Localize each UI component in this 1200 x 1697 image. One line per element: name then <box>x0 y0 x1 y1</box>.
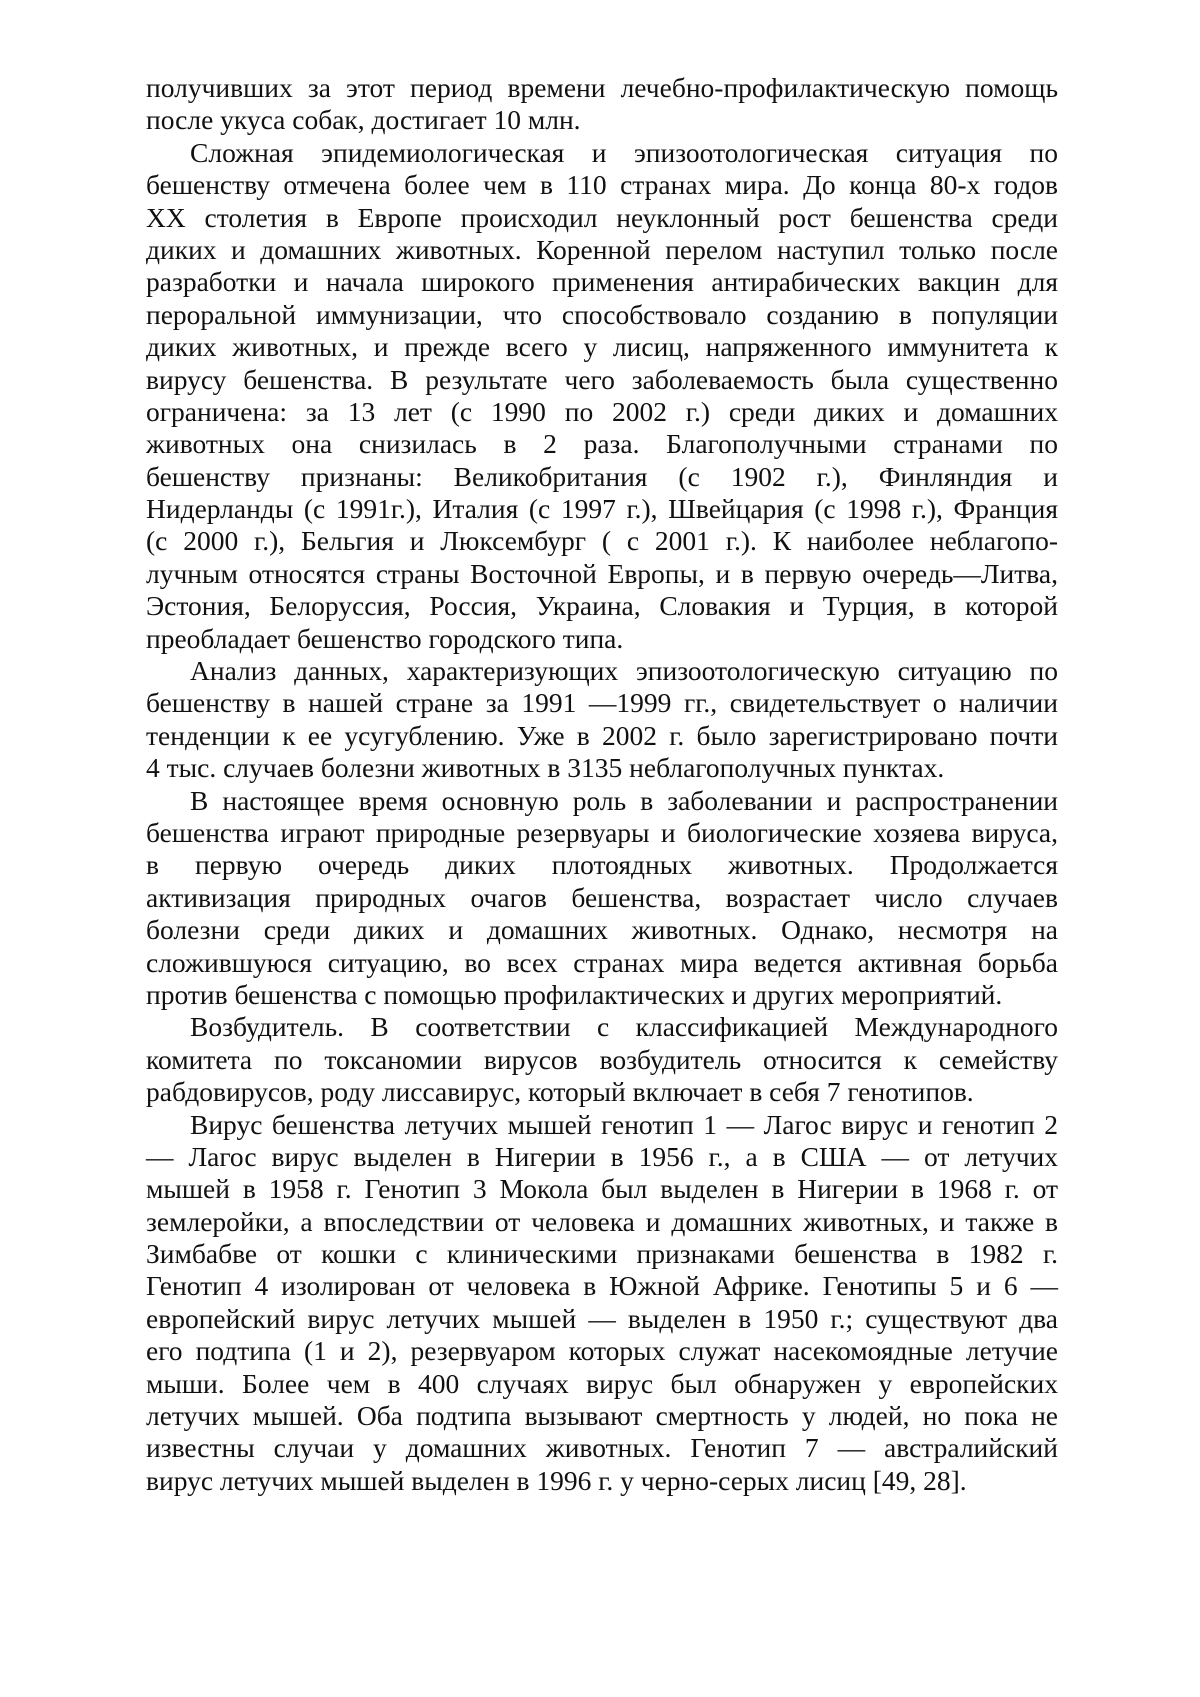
text-line: Анализ данных, характеризующих эпизоотологическую ситуацию по <box>190 655 1058 687</box>
text-line: пероральной иммунизации, что способствовало созданию в популяции <box>146 298 1058 330</box>
text-line: бешенству отмечена более чем в 110 странах мира. До конца 80-х годов <box>146 169 1058 201</box>
text-line: разработки и начала широкого применения антирабических вакцин для <box>146 266 1058 298</box>
text-line: преобладает бешенство городского типа. <box>146 622 624 654</box>
text-line: бешенства играют природные резервуары и биологические хозяева вируса, <box>146 816 1058 848</box>
text-line: мышей в 1958 г. Генотип 3 Мокола был выделен в Нигерии в 1968 г. от <box>146 1173 1058 1205</box>
text-line: ограничена: за 13 лет (с 1990 по 2002 г.) среди диких и домашних <box>146 395 1058 427</box>
text-line: бешенству признаны: Великобритания (с 1902 г.), Финляндия и <box>146 460 1058 492</box>
paragraph <box>146 1011 1058 1108</box>
text-line: бешенству в нашей стране за 1991 —1999 гг., свидетельствует о наличии <box>146 687 1058 719</box>
text-line: диких животных, и прежде всего у лисиц, напряженного иммунитета к <box>146 331 1058 363</box>
document-page <box>146 72 1058 1497</box>
text-line: известны случаи у домашних животных. Генотип 7 — австралийский <box>146 1432 1058 1464</box>
paragraph <box>146 72 1058 137</box>
text-line: животных она снизилась в 2 раза. Благополучными странами по <box>146 428 1058 460</box>
text-line: XX столетия в Европе происходил неуклонный рост бешенства среди <box>146 201 1058 233</box>
text-line: Вирус бешенства летучих мышей генотип 1 — Лагос вирус и генотип 2 <box>190 1108 1058 1140</box>
text-line: комитета по токсаномии вирусов возбудитель относится к семейству <box>146 1043 1058 1075</box>
text-line: — Лагос вирус выделен в Нигерии в 1956 г., а в США — от летучих <box>146 1140 1058 1172</box>
text-line: В настоящее время основную роль в заболевании и распространении <box>190 784 1058 816</box>
text-line: после укуса собак, достигает 10 млн. <box>146 104 581 136</box>
paragraph <box>146 655 1058 785</box>
text-line: 4 тыс. случаев болезни животных в 3135 неблагополучных пунктах. <box>146 752 945 784</box>
text-line: тенденции к ее усугублению. Уже в 2002 г. было зарегистрировано почти <box>146 719 1058 751</box>
text-line: Зимбабве от кошки с клиническими признаками бешенства в 1982 г. <box>146 1238 1058 1270</box>
text-line: болезни среди диких и домашних животных. Однако, несмотря на <box>146 914 1058 946</box>
paragraph <box>146 1109 1058 1498</box>
text-line: в первую очередь диких плотоядных животных. Продолжается <box>146 849 1058 881</box>
text-line: Возбудитель. В соответствии с классификацией Международного <box>190 1011 1058 1043</box>
text-line: (с 2000 г.), Бельгия и Люксембург ( с 2001 г.). К наиболее неблагопо- <box>146 525 1058 557</box>
paragraph <box>146 137 1058 655</box>
text-line: вирус летучих мышей выделен в 1996 г. у черно-серых лисиц [49, 28]. <box>146 1464 967 1496</box>
text-line: получивших за этот период времени лечебно-профилактическую помощь <box>146 72 1058 103</box>
text-line: его подтипа (1 и 2), резервуаром которых служат насекомоядные летучие <box>146 1335 1058 1367</box>
text-line: диких и домашних животных. Коренной перелом наступил только после <box>146 233 1058 265</box>
text-line: активизация природных очагов бешенства, возрастает число случаев <box>146 881 1058 913</box>
text-line: Сложная эпидемиологическая и эпизоотологическая ситуация по <box>190 136 1058 168</box>
text-line: лучным относятся страны Восточной Европы, и в первую очередь—Литва, <box>146 557 1058 589</box>
paragraph <box>146 785 1058 1012</box>
text-line: вирусу бешенства. В результате чего заболеваемость была существенно <box>146 363 1058 395</box>
text-line: Нидерланды (с 1991г.), Италия (с 1997 г.), Швейцария (с 1998 г.), Франция <box>146 493 1058 525</box>
text-line: сложившуюся ситуацию, во всех странах мира ведется активная борьба <box>146 946 1058 978</box>
text-line: землеройки, а впоследствии от человека и домашних животных, и также в <box>146 1205 1058 1237</box>
text-line: европейский вирус летучих мышей — выделен в 1950 г.; существуют два <box>146 1302 1058 1334</box>
text-line: Эстония, Белоруссия, Россия, Украина, Словакия и Турция, в которой <box>146 590 1058 622</box>
text-line: летучих мышей. Оба подтипа вызывают смертность у людей, но пока не <box>146 1400 1058 1432</box>
text-line: мыши. Более чем в 400 случаях вирус был обнаружен у европейских <box>146 1367 1058 1399</box>
text-line: против бешенства с помощью профилактических и других мероприятий. <box>146 978 1003 1010</box>
text-line: рабдовирусов, роду лиссавирус, который включает в себя 7 генотипов. <box>146 1076 974 1108</box>
text-line: Генотип 4 изолирован от человека в Южной Африке. Генотипы 5 и 6 — <box>146 1270 1058 1302</box>
